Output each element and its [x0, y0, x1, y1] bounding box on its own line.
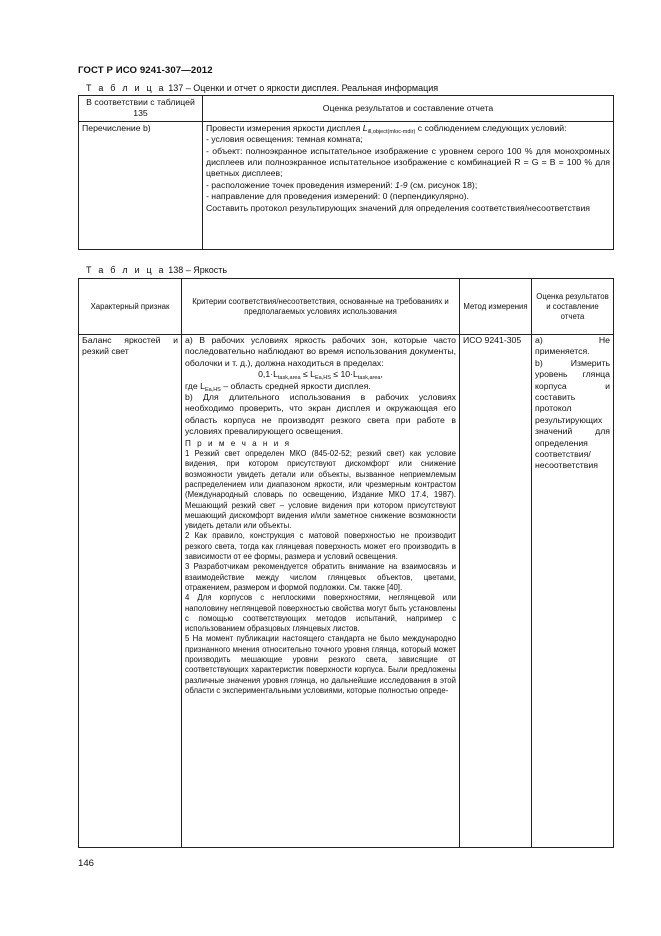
table-138-header-criteria: Критерии соответствия/несоответствия, основанные на требованиях и предполагаемых условиях использования	[182, 279, 460, 335]
table-137-col1-header: В соответствии с таблицей 135	[79, 96, 203, 122]
luminance-symbol-letter: L	[362, 122, 368, 133]
table-137-row1-col2	[203, 121, 614, 249]
note-2: 2 Как правило, конструкция с матовой поверхностью не производит резкого света, тогда как глянцевая поверхность может его производить в зависимости от ее формы, размера и условий освещения.	[185, 531, 456, 562]
evaluation-a: a) Не применяется.	[535, 335, 610, 357]
table-138-header-row	[79, 279, 614, 335]
note-1: 1 Резкий свет определен МКО (845-02-52; резкий свет) как условие видения, при котором присутствуют дискомфорт или снижение возможности увидеть детали или объекты, вызванное неприемлемым распределением или диапазоном яркости, или чрезмерным контрастом (Международный словарь по освещению, Издание МКО 17.4, 1987). Мешающий резкий свет – условие видения при котором присутствуют мешающий дискомфорт видения и/или заметное снижение возможности увидеть детали или объекты.	[185, 449, 456, 531]
document-header: ГОСТ Р ИСО 9241-307—2012	[78, 65, 213, 76]
notes-list	[185, 449, 456, 696]
luminance-symbol-subscript: ill,object(mloc-mdir)	[367, 128, 416, 135]
table-138-criteria-cell	[182, 335, 460, 848]
table-138-caption-text: 138 – Яркость	[168, 265, 228, 275]
note-5: 5 На момент публикации настоящего стандарта не было международно признанного мнения относительно точного уровня глянца, который может производить мешающие уровни резкого света, зависящие от соответствующих характеристик поверхности корпуса. Были предложены различные значения уровня глянца, но дальнейшие исследования в этой области с экспериментальными условиями, которые полностью опреде-	[185, 634, 456, 695]
table-138-header-evaluation: Оценка результатов и составление отчета	[532, 279, 614, 335]
formula-left: 0,1·L	[258, 369, 278, 380]
luminance-formula	[185, 369, 456, 380]
condition-lighting: - условия освещения: темная комната;	[206, 134, 363, 145]
condition-direction: - направление для проведения измерений: 0 (перпендикулярно).	[206, 191, 469, 202]
formula-right-sub: task,area	[357, 375, 381, 382]
condition-object: - объект: полноэкранное испытательное изображение с уровнем серого 100 % для монохромных дисплеев или полноэкранное испытательное изображение с комбинацией R = G = B = 100 % для цветных дисплеев;	[206, 145, 610, 179]
criteria-content	[185, 335, 456, 847]
where-prefix: где L	[185, 380, 205, 391]
page-number: 146	[78, 858, 95, 869]
table-137-header-row	[79, 96, 614, 122]
note-3: 3 Разработчикам рекомендуется обратить внимание на взаимосвязь и взаимодействие между числом глянцевых объектов, цветами, отражением, размером и формой подложки. См. также [40].	[185, 562, 456, 592]
table-138-evaluation-cell	[532, 335, 614, 848]
criteria-b: b) Для длительного использования в рабочих условиях необходимо проверить, что экран дисплея и окружающая его область корпуса не производят резкого света при работе в условиях превалирующего освещения.	[185, 392, 456, 437]
criteria-a: a) В рабочих условиях яркость рабочих зон, которые часто последовательно наблюдают во время использования документы, оболочки и т. д.), должна находиться в пределах:	[185, 335, 456, 368]
formula-mid-sub: Ea,HS	[314, 375, 331, 382]
table-138-header-method: Метод измерения	[460, 279, 532, 335]
report-instruction: Составить протокол результирующих значений для определения соответствия/несоответствия	[206, 202, 591, 213]
table-138-caption-word: Т а б л и ц а	[86, 265, 166, 275]
table-138	[78, 278, 614, 848]
table-138-method-cell: ИСО 9241-305	[460, 335, 532, 848]
formula-mid: ≤ L	[300, 369, 315, 380]
condition-points	[206, 180, 610, 191]
table-138-caption	[86, 265, 227, 276]
formula-end: ,	[380, 369, 383, 380]
formula-right: ≤ 10·L	[330, 369, 358, 380]
table-137-col2-header: Оценка результатов и составление отчета	[203, 96, 614, 122]
evaluation-b: b) Измерить уровень глянца корпуса и составить протокол результирующих значений для определения соответствия/ несоответствия	[535, 357, 610, 471]
table-row	[79, 121, 614, 249]
instruction-prefix: Провести измерения яркости дисплея	[206, 122, 361, 133]
condition-points-prefix: - расположение точек проведения измерений:	[206, 179, 393, 190]
table-137-caption-word: Т а б л и ц а	[86, 83, 166, 93]
table-138-header-characteristic: Характерный признак	[79, 279, 182, 335]
notes-title: П р и м е ч а н и я	[185, 438, 292, 448]
table-137	[78, 95, 614, 250]
note-4: 4 Для корпусов с неплоскими поверхностями, неглянцевой или наполовину неглянцевой поверхностью свойства могут быть установлены с помощью соответствующих методов испытаний, например с использованием образцовых глянцевых листов.	[185, 593, 456, 634]
table-138-characteristic-cell: Баланс яркостей и резкий свет	[79, 335, 182, 848]
where-sub: Ea,HS	[204, 386, 221, 393]
instruction-suffix: с соблюдением следующих условий:	[417, 122, 567, 133]
condition-points-suffix: (см. рисунок 18);	[410, 179, 478, 190]
table-137-row1-col1: Перечисление b)	[79, 121, 203, 249]
table-137-caption-text: 137 – Оценки и отчет о яркости дисплея. Реальная информация	[168, 83, 439, 93]
table-137-caption	[86, 83, 438, 94]
formula-left-sub: task,area	[277, 375, 301, 382]
table-row	[79, 335, 614, 848]
condition-points-range: 1-9	[395, 179, 408, 190]
measurement-instruction	[206, 123, 610, 134]
where-suffix: – область средней яркости дисплея.	[223, 380, 371, 391]
formula-explanation	[185, 381, 456, 392]
